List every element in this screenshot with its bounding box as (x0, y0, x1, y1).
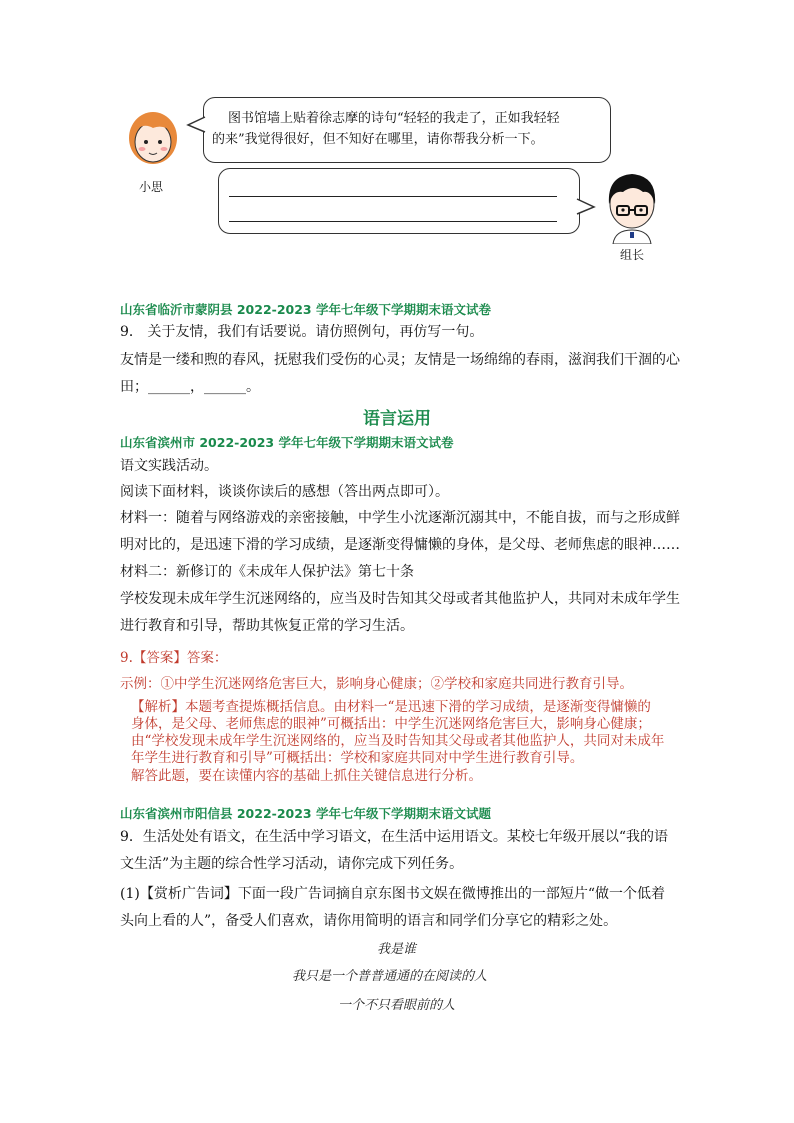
bubble-girl-line-2: 的来”我觉得很好，但不知好在哪里，请你帮我分析一下。 (212, 132, 544, 147)
question-9-friendship: 9． 关于友情，我们有话要说。请仿照例句，再仿写一句。 (120, 324, 484, 340)
analysis-line-5: 解答此题，要在读懂内容的基础上抓住关键信息进行分析。 (131, 768, 482, 784)
poem-line-3: 一个不只看眼前的人 (338, 998, 456, 1013)
poem-line-2: 我只是一个普普通通的在阅读的人 (292, 969, 488, 984)
analysis-line-3: 由“学校发现未成年学生沉迷网络的，应当及时告知其父母或者其他监护人，共同对未成年 (131, 733, 665, 749)
question-9-line-2: 文生活”为主题的综合性学习活动，请你完成下列任务。 (120, 856, 464, 872)
answer-example: 示例：①中学生沉迷网络危害巨大，影响身心健康；②学校和家庭共同进行教育引导。 (120, 676, 633, 692)
answer-label: 9.【答案】答案： (120, 650, 228, 666)
material-2-line-1: 学校发现未成年学生沉迷网络的，应当及时告知其父母或者其他监护人，共同对未成年学生 (120, 591, 680, 607)
reading-task: 阅读下面材料，谈谈你读后的感想（答出两点即可）。 (120, 484, 449, 500)
friendship-example-line-1: 友情是一缕和煦的春风，抚慰我们受伤的心灵；友情是一场绵绵的春雨，滋润我们干涸的心 (120, 352, 680, 368)
answer-blank-line-2 (229, 221, 557, 222)
answer-blank-line-1 (229, 196, 557, 197)
subquestion-1-line-2: 头向上看的人”，备受人们喜欢，请你用简明的语言和同学们分享它的精彩之处。 (120, 913, 618, 929)
material-2-title: 材料二：新修订的《未成年人保护法》第七十条 (120, 564, 414, 580)
source-yangxin: 山东省滨州市阳信县 2022-2023 学年七年级下学期期末语文试题 (120, 806, 491, 821)
girl-illustration (127, 108, 179, 176)
bubble-girl-line-1: 图书馆墙上贴着徐志摩的诗句“轻轻的我走了，正如我轻轻 (228, 111, 560, 126)
material-1-line-1: 材料一：随着与网络游戏的亲密接触，中学生小沈逐渐沉溺其中，不能自拔，而与之形成鲜 (120, 510, 680, 526)
material-2-line-2: 进行教育和引导，帮助其恢复正常的学习生活。 (120, 618, 414, 634)
activity-intro: 语文实践活动。 (120, 458, 218, 474)
subquestion-1-line-1: (1)【赏析广告词】下面一段广告词摘自京东图书文娱在微博推出的一部短片“做一个低着 (120, 886, 665, 902)
boy-illustration (603, 170, 661, 244)
bubble-girl-tail (186, 116, 206, 134)
source-linyi: 山东省临沂市蒙阴县 2022-2023 学年七年级下学期期末语文试卷 (120, 302, 491, 317)
girl-name-label: 小思 (139, 180, 164, 194)
bubble-boy-tail (576, 198, 596, 216)
boy-name-label: 组长 (620, 248, 645, 262)
source-binzhou: 山东省滨州市 2022-2023 学年七年级下学期期末语文试卷 (120, 435, 454, 450)
analysis-line-4: 年学生进行教育和引导”可概括出：学校和家庭共同对中学生进行教育引导。 (131, 750, 584, 766)
speech-bubble-boy (218, 168, 580, 234)
speech-bubble-girl (203, 97, 611, 163)
analysis-line-1: 【解析】本题考查提炼概括信息。由材料一“是迅速下滑的学习成绩，是逐渐变得慵懒的 (131, 699, 651, 715)
section-heading: 语言运用 (363, 409, 431, 429)
poem-line-1: 我是谁 (377, 942, 417, 957)
analysis-line-2: 身体，是父母、老师焦虑的眼神”可概括出：中学生沉迷网络危害巨大，影响身心健康； (131, 716, 651, 732)
question-9-line-1: 9．生活处处有语文，在生活中学习语文，在生活中运用语文。某校七年级开展以“我的语 (120, 829, 669, 845)
friendship-example-line-2: 田；______，______。 (120, 379, 260, 395)
material-1-line-2: 明对比的，是迅速下滑的学习成绩，是逐渐变得慵懒的身体，是父母、老师焦虑的眼神…… (120, 537, 680, 553)
